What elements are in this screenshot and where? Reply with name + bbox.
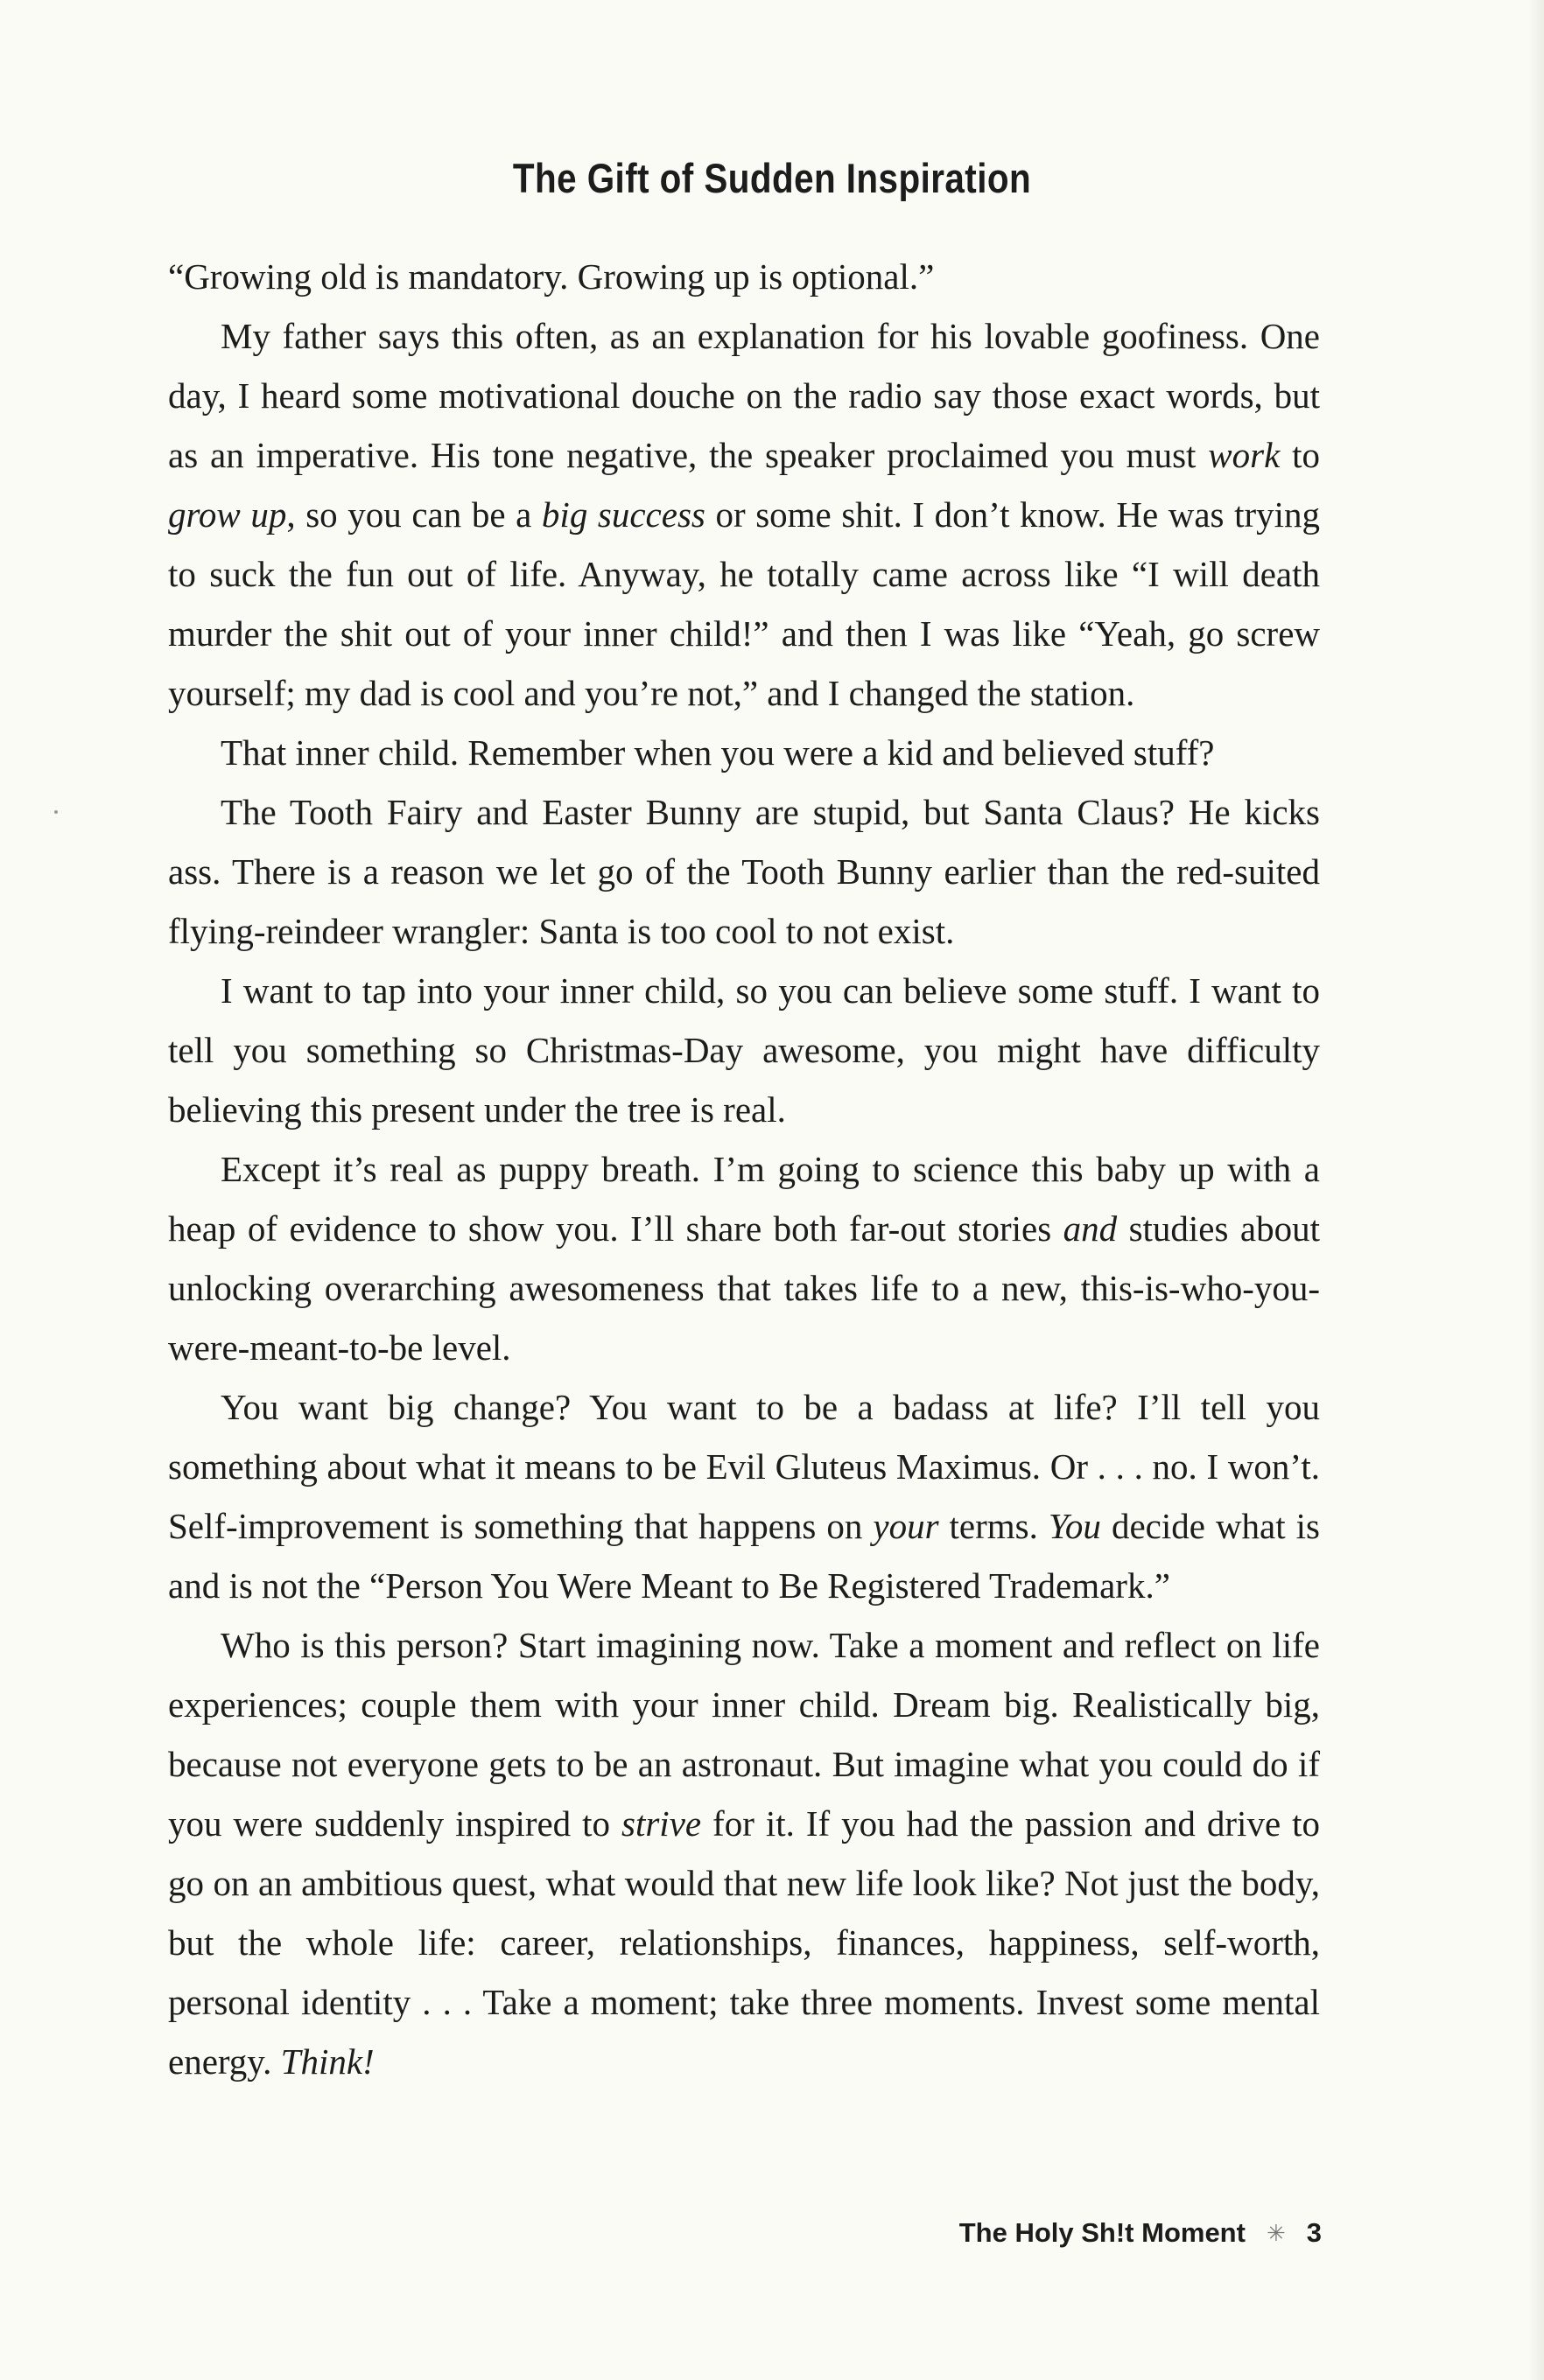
text-run: terms.	[938, 1506, 1049, 1546]
text-run: I want to tap into your inner child, so you can believe some stuff. I want to tell you something so Christmas-Day awesome, you might have difficulty believing this present under the tree is real.	[168, 970, 1320, 1130]
star-ornament-icon: ✳	[1266, 2219, 1286, 2246]
body-paragraph	[168, 247, 1320, 306]
italic-run: strive	[621, 1803, 702, 1844]
italic-run: work	[1208, 435, 1281, 475]
scan-speck	[54, 810, 58, 814]
text-run: My father says this often, as an explanation for his lovable goofiness. One day, I heard some motivational douche on the radio say those exact words, but as an imperative. His tone negative, the speaker proclaimed you must	[168, 316, 1320, 475]
running-footer	[959, 2217, 1322, 2249]
body-paragraph	[168, 782, 1320, 961]
text-run: You want big change? You want to be a badass at life? I’ll tell you something about what it means to be Evil Gluteus Maximus. Or . . . no. I won’t. Self-improvement is something that happens on	[168, 1387, 1320, 1546]
body-paragraph	[168, 961, 1320, 1139]
body-paragraph	[168, 723, 1320, 782]
text-run: “Growing old is mandatory. Growing up is optional.”	[168, 256, 935, 297]
text-run: , so you can be a	[286, 494, 542, 535]
text-run: That inner child. Remember when you were a kid and believed stuff?	[221, 732, 1215, 773]
body-paragraph	[168, 1615, 1320, 2091]
page-edge-shadow	[1528, 0, 1544, 2380]
body-paragraph	[168, 1377, 1320, 1615]
body-paragraph	[168, 306, 1320, 723]
body-text	[168, 247, 1320, 2091]
body-paragraph	[168, 1139, 1320, 1377]
italic-run: big success	[541, 494, 705, 535]
text-run: decide what is and is not the “Person You Were Meant to Be Registered Trademark.”	[168, 1506, 1320, 1606]
text-run: to	[1280, 435, 1320, 475]
page-number: 3	[1306, 2217, 1322, 2248]
text-run: for it. If you had the passion and drive to go on an ambitious quest, what would that new life look like? Not just the body, but the whole life: career, relationships, finances, happiness, self-worth, personal identity . . . Take a moment; take three moments. Invest some mental energy.	[168, 1803, 1320, 2082]
italic-run: your	[873, 1506, 939, 1546]
italic-run: Think!	[280, 2041, 375, 2082]
text-run: studies about unlocking overarching awesomeness that takes life to a new, this-is-who-you-were-meant-to-be level.	[168, 1208, 1320, 1368]
text-run: or some shit. I don’t know. He was trying to suck the fun out of life. Anyway, he totally came across like “I will death murder the shit out of your inner child!” and then I was like “Yeah, go screw yourself; my dad is cool and you’re not,” and I changed the station.	[168, 494, 1321, 713]
text-run: Except it’s real as puppy breath. I’m going to science this baby up with a heap of evidence to show you. I’ll share both far-out stories	[168, 1149, 1320, 1249]
text-run: Who is this person? Start imagining now. Take a moment and reflect on life experiences; couple them with your inner child. Dream big. Realistically big, because not everyone gets to be an astronaut. But imagine what you could do if you were suddenly inspired to	[168, 1625, 1320, 1844]
footer-book-title: The Holy Sh!t Moment	[958, 2217, 1246, 2248]
italic-run: You	[1048, 1506, 1101, 1546]
text-run: The Tooth Fairy and Easter Bunny are stupid, but Santa Claus? He kicks ass. There is a reason we let go of the Tooth Bunny earlier than the red-suited flying-reindeer wrangler: Santa is too cool to not exist.	[168, 792, 1320, 951]
section-heading: The Gift of Sudden Inspiration	[512, 155, 1032, 201]
italic-run: and	[1063, 1208, 1118, 1249]
italic-run: grow up	[168, 494, 287, 535]
